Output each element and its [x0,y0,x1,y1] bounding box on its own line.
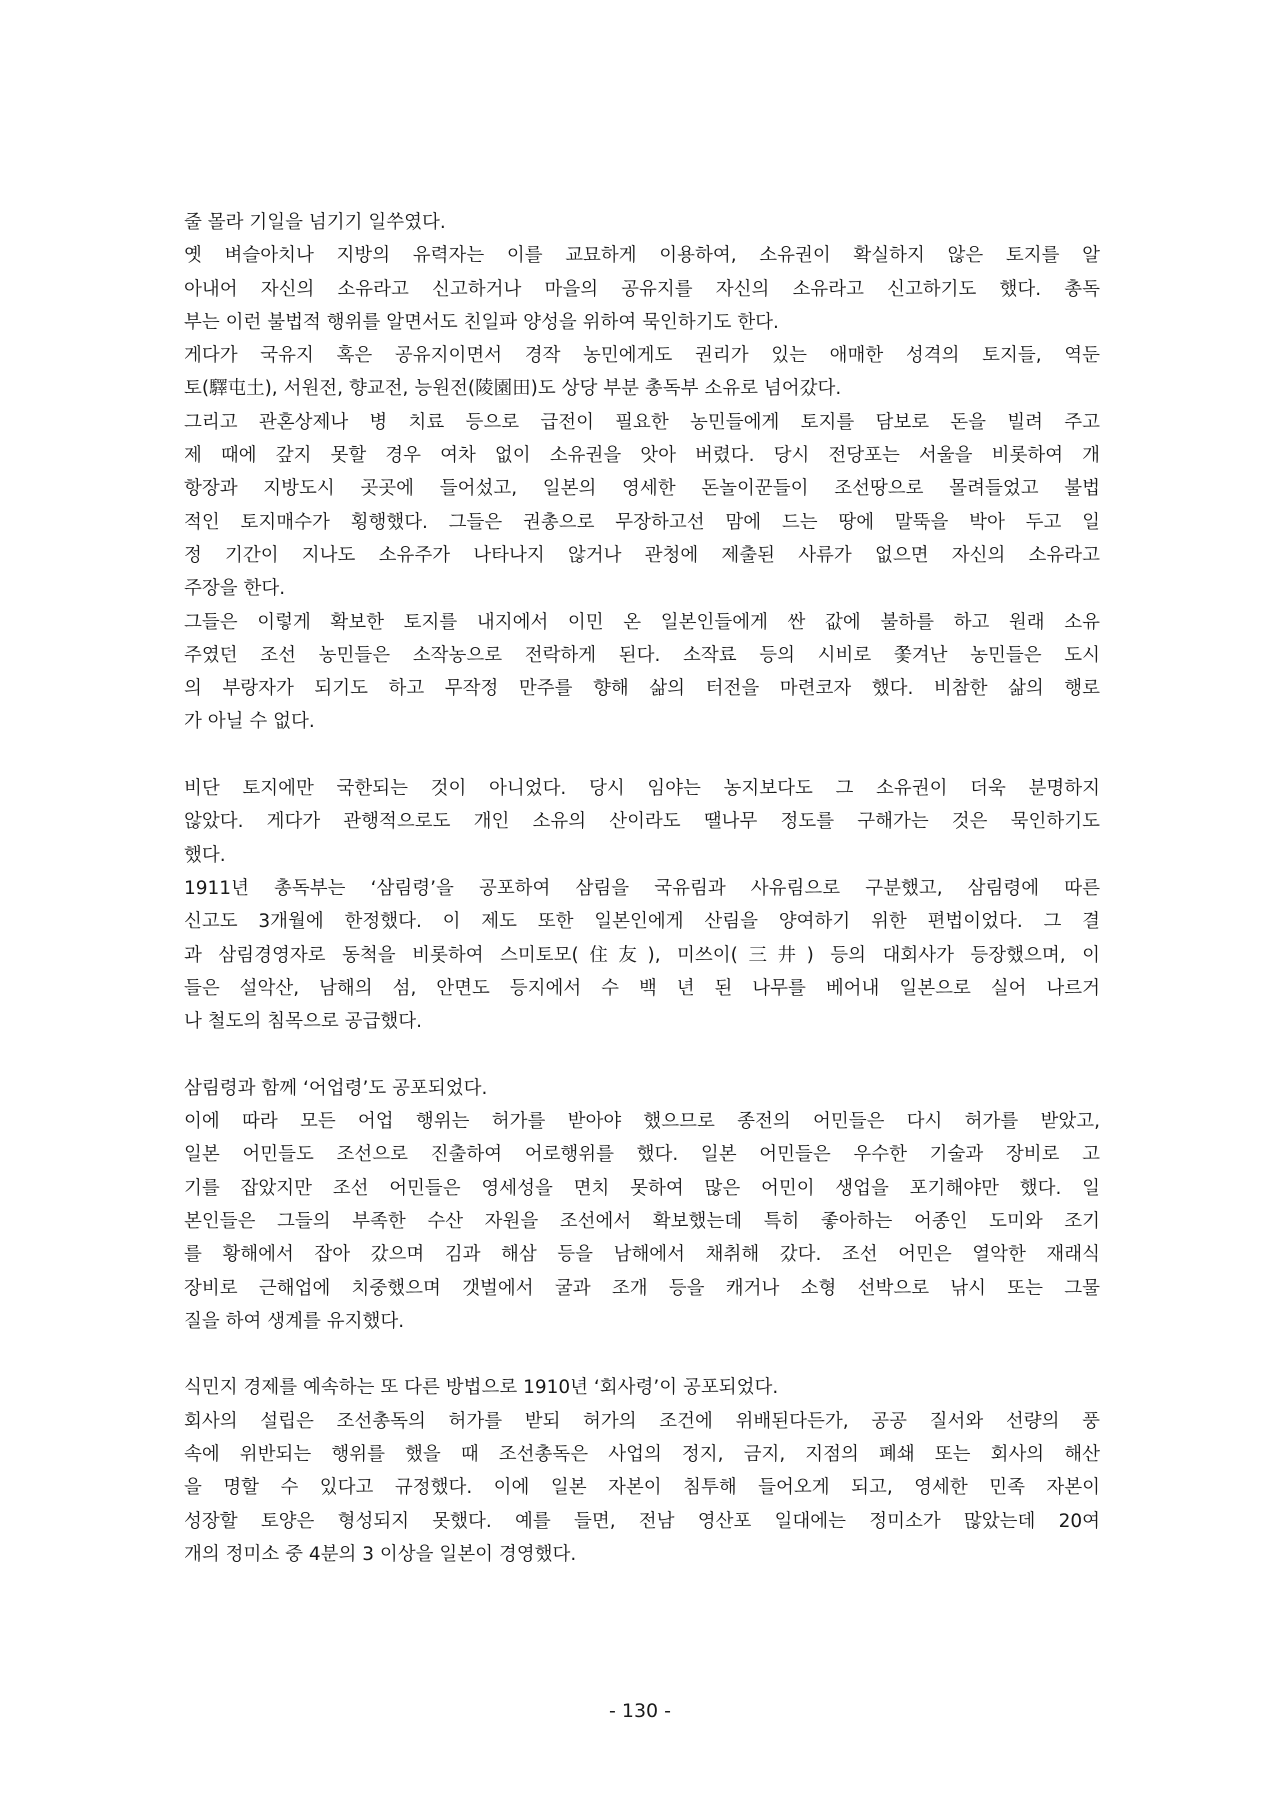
text-line: 본인들은 그들의 부족한 수산 자원을 조선에서 확보했는데 특히 좋아하는 어종인 도미와 조기 [184,1210,1100,1232]
text-line: 가 아닐 수 없다. [184,711,315,733]
paragraph [184,772,1100,872]
text-line: 을 명할 수 있다고 규정했다. 이에 일본 자본이 침투해 들어오게 되고, 영세한 민족 자본이 [184,1477,1100,1499]
text-line: 적인 토지매수가 횡행했다. 그들은 권총으로 무장하고선 맘에 드는 땅에 말뚝을 박아 두고 일 [184,511,1100,533]
paragraph [184,1072,1100,1105]
paragraph [184,239,1100,339]
text-line: 않았다. 게다가 관행적으로도 개인 소유의 산이라도 땔나무 정도를 구해가는 것은 묵인하기도 [184,811,1100,833]
text-line: 주장을 한다. [184,578,286,600]
text-line: 토(驛屯土), 서원전, 향교전, 능원전(陵園田)도 상당 부분 총독부 소유로 넘어갔다. [184,378,842,400]
paragraph [184,1405,1100,1571]
text-line: 과 삼림경영자로 동척을 비롯하여 스미토모(住友), 미쓰이(三井) 등의 대회사가 등장했으며, 이 [184,944,1100,966]
text-line: 식민지 경제를 예속하는 또 다른 방법으로 1910년 ‘회사령’이 공포되었다. [184,1377,779,1399]
text-line: 를 황해에서 잡아 갔으며 김과 해삼 등을 남해에서 채취해 갔다. 조선 어민은 열악한 재래식 [184,1244,1100,1266]
text-line: 부는 이런 불법적 행위를 알면서도 친일파 양성을 위하여 묵인하기도 한다. [184,311,779,333]
text-line: 했다. [184,844,226,866]
text-line: 신고도 3개월에 한정했다. 이 제도 또한 일본인에게 산림을 양여하기 위한 편법이었다. 그 결 [184,911,1100,933]
text-line: 이에 따라 모든 어업 행위는 허가를 받아야 했으므로 종전의 어민들은 다시 허가를 받았고, [184,1111,1100,1133]
text-line: 속에 위반되는 행위를 했을 때 조선총독은 사업의 정지, 금지, 지점의 폐쇄 또는 회사의 해산 [184,1443,1100,1465]
text-line: 제 때에 갚지 못할 경우 여차 없이 소유권을 앗아 버렸다. 당시 전당포는 서울을 비롯하여 개 [184,445,1100,467]
text-line: 일본 어민들도 조선으로 진출하여 어로행위를 했다. 일본 어민들은 우수한 기술과 장비로 고 [184,1144,1100,1166]
text-line: 장비로 근해업에 치중했으며 갯벌에서 굴과 조개 등을 캐거나 소형 선박으로 낚시 또는 그물 [184,1277,1100,1299]
page-body [184,206,1100,1571]
text-line: 줄 몰라 기일을 넘기기 일쑤였다. [184,212,446,233]
paragraph [184,406,1100,606]
text-line: 주였던 조선 농민들은 소작농으로 전락하게 된다. 소작료 등의 시비로 쫓겨난 농민들은 도시 [184,644,1100,666]
text-line: 성장할 토양은 형성되지 못했다. 예를 들면, 전남 영산포 일대에는 정미소가 많았는데 20여 [184,1510,1100,1532]
text-line: 그리고 관혼상제나 병 치료 등으로 급전이 필요한 농민들에게 토지를 담보로 돈을 빌려 주고 [184,411,1100,433]
text-line: 정 기간이 지나도 소유주가 나타나지 않거나 관청에 제출된 사류가 없으면 자신의 소유라고 [184,544,1100,566]
text-line: 개의 정미소 중 4분의 3 이상을 일본이 경영했다. [184,1543,577,1565]
paragraph [184,872,1100,1038]
paragraph-spacer [184,1338,1100,1371]
text-line: 1911년 총독부는 ‘삼림령’을 공포하여 삼림을 국유림과 사유림으로 구분했고, 삼림령에 따른 [184,877,1100,899]
paragraph [184,606,1100,739]
text-line: 아내어 자신의 소유라고 신고하거나 마을의 공유지를 자신의 소유라고 신고하기도 했다. 총독 [184,278,1100,300]
paragraph [184,206,1100,239]
text-line: 기를 잡았지만 조선 어민들은 영세성을 면치 못하여 많은 어민이 생업을 포기해야만 했다. 일 [184,1177,1100,1199]
paragraph-spacer [184,739,1100,772]
text-line: 회사의 설립은 조선총독의 허가를 받되 허가의 조건에 위배된다든가, 공공 질서와 선량의 풍 [184,1410,1100,1432]
paragraph [184,339,1100,406]
text-line: 비단 토지에만 국한되는 것이 아니었다. 당시 임야는 농지보다도 그 소유권이 더욱 분명하지 [184,778,1100,800]
text-line: 나 철도의 침목으로 공급했다. [184,1011,422,1033]
paragraph [184,1371,1100,1404]
text-line: 항장과 지방도시 곳곳에 들어섰고, 일본의 영세한 돈놀이꾼들이 조선땅으로 몰려들었고 불법 [184,478,1100,500]
text-line: 옛 벼슬아치나 지방의 유력자는 이를 교묘하게 이용하여, 소유권이 확실하지 않은 토지를 알 [184,245,1100,267]
text-line: 삼림령과 함께 ‘어업령’도 공포되었다. [184,1077,488,1099]
text-line: 그들은 이렇게 확보한 토지를 내지에서 이민 온 일본인들에게 싼 값에 불하를 하고 원래 소유 [184,611,1100,633]
paragraph [184,1105,1100,1338]
paragraph-spacer [184,1038,1100,1071]
page-number: - 130 - [608,1700,672,1722]
text-line: 질을 하여 생계를 유지했다. [184,1310,405,1332]
text-line: 들은 설악산, 남해의 섬, 안면도 등지에서 수 백 년 된 나무를 베어내 일본으로 실어 나르거 [184,977,1101,999]
text-line: 의 부랑자가 되기도 하고 무작정 만주를 향해 삶의 터전을 마련코자 했다. 비참한 삶의 행로 [184,678,1100,700]
text-line: 게다가 국유지 혹은 공유지이면서 경작 농민에게도 권리가 있는 애매한 성격의 토지들, 역둔 [184,345,1100,367]
